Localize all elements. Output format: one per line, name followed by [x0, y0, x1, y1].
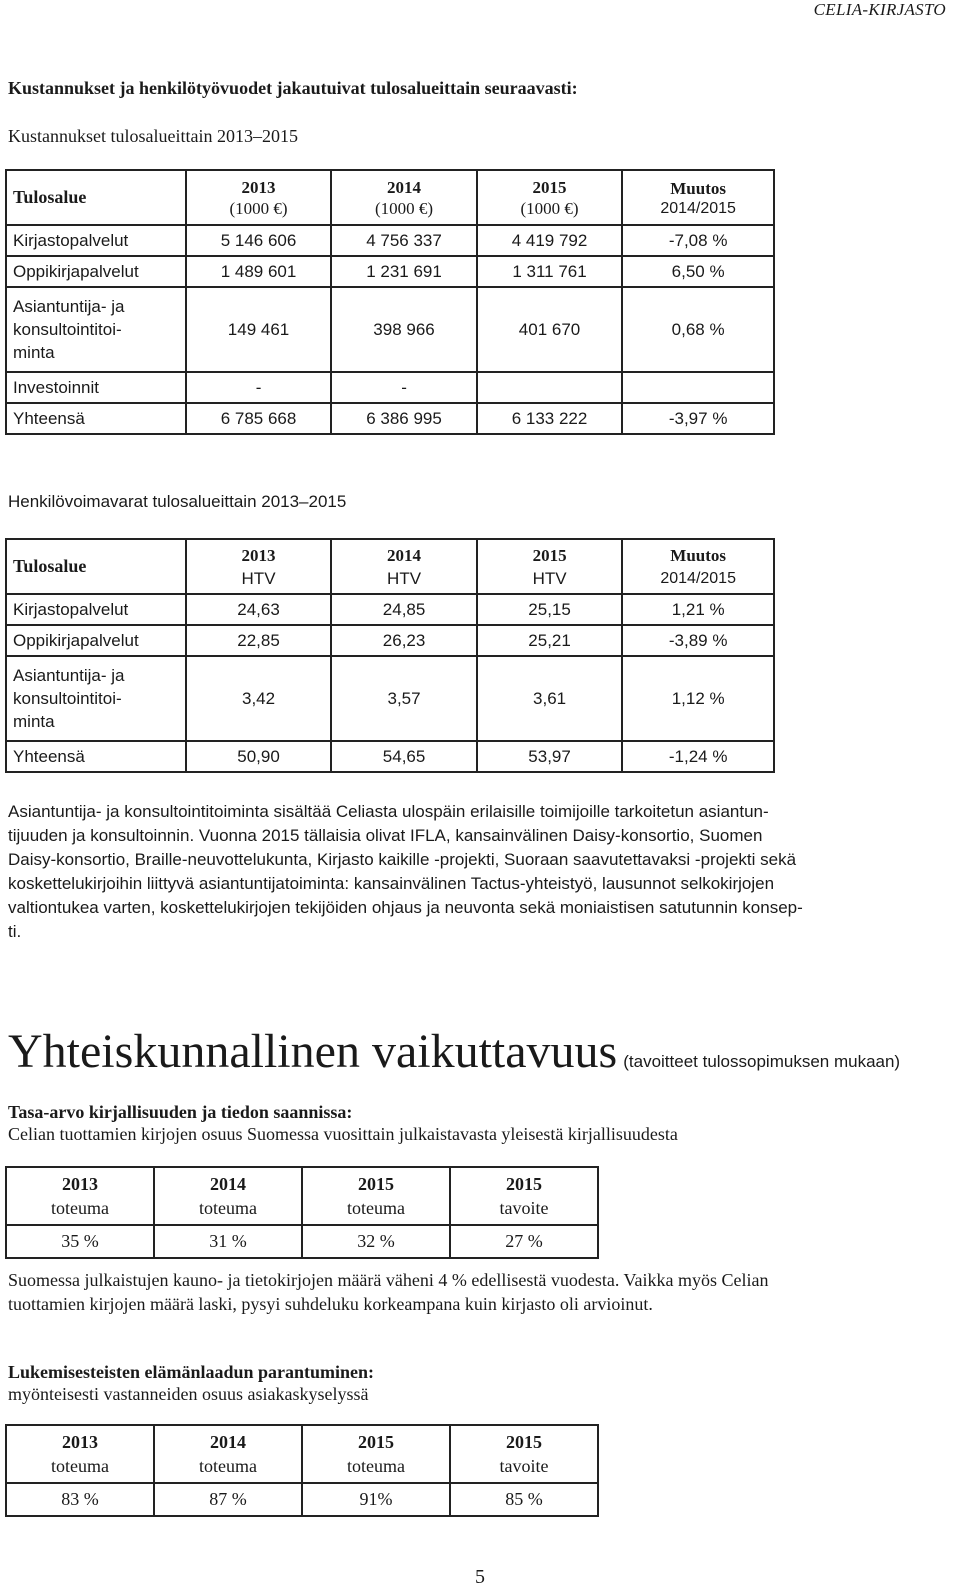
column-header: 2015 tavoite	[450, 1425, 598, 1483]
costs-table	[5, 169, 775, 435]
column-header-change: Muutos 2014/2015	[622, 539, 774, 594]
column-header-area: Tulosalue	[6, 539, 186, 594]
cell-2015	[477, 372, 623, 403]
cell-value: 35 %	[6, 1225, 154, 1258]
cell-area: Oppikirjapalvelut	[6, 625, 186, 656]
cell-area: Oppikirjapalvelut	[6, 256, 186, 287]
cell-2013: 22,85	[186, 625, 332, 656]
column-header: 2013 toteuma	[6, 1167, 154, 1225]
equality-table	[5, 1166, 599, 1259]
cell-change: -3,89 %	[622, 625, 774, 656]
table-row	[6, 1483, 598, 1516]
cell-2015: 3,61	[477, 656, 623, 741]
cell-2014: 3,57	[331, 656, 477, 741]
cell-area: Yhteensä	[6, 403, 186, 434]
cell-2015: 401 670	[477, 287, 623, 372]
equality-heading: Tasa-arvo kirjallisuuden ja tiedon saannissa:	[8, 1102, 353, 1122]
cell-change: 1,21 %	[622, 594, 774, 625]
cell-value: 85 %	[450, 1483, 598, 1516]
cell-2013: 3,42	[186, 656, 332, 741]
column-header: 2015 tavoite	[450, 1167, 598, 1225]
cell-area: Investoinnit	[6, 372, 186, 403]
cell-2013: 5 146 606	[186, 225, 332, 256]
cell-2013: -	[186, 372, 332, 403]
impact-note: (tavoitteet tulossopimuksen mukaan)	[623, 1052, 901, 1071]
cell-area: Kirjastopalvelut	[6, 594, 186, 625]
cell-value: 91%	[302, 1483, 450, 1516]
column-header-2013: 2013 HTV	[186, 539, 332, 594]
cell-value: 31 %	[154, 1225, 302, 1258]
reading-table	[5, 1424, 599, 1517]
cell-2015: 25,21	[477, 625, 623, 656]
cell-2014: 1 231 691	[331, 256, 477, 287]
running-head: CELIA-KIRJASTO	[813, 0, 946, 19]
table-row	[6, 403, 774, 434]
table-header-row	[6, 170, 774, 225]
cell-2015: 4 419 792	[477, 225, 623, 256]
cell-change: 1,12 %	[622, 656, 774, 741]
column-header-2013: 2013 (1000 €)	[186, 170, 332, 225]
table-header-row	[6, 539, 774, 594]
cell-2015: 6 133 222	[477, 403, 623, 434]
table-row	[6, 594, 774, 625]
page-number: 5	[475, 1566, 485, 1588]
cell-2013: 24,63	[186, 594, 332, 625]
cell-2014: 398 966	[331, 287, 477, 372]
table-row	[6, 287, 774, 372]
column-header-2015: 2015 (1000 €)	[477, 170, 623, 225]
reading-subheading: myönteisesti vastanneiden osuus asiakaskyselyssä	[8, 1384, 369, 1404]
column-header-2015: 2015 HTV	[477, 539, 623, 594]
cell-2015: 1 311 761	[477, 256, 623, 287]
cell-2013: 6 785 668	[186, 403, 332, 434]
costs-table-title: Kustannukset tulosalueittain 2013–2015	[8, 126, 298, 146]
cell-area: Yhteensä	[6, 741, 186, 772]
equality-note: Suomessa julkaistujen kauno- ja tietokirjojen määrä väheni 4 % edellisestä vuodesta. Vaikka myös Celian tuottamien kirjojen määrä laski, pysyi suhdeluku korkeampana kuin kirjasto oli arvioinut.	[8, 1270, 769, 1314]
equality-subheading: Celian tuottamien kirjojen osuus Suomessa vuosittain julkaistavasta yleisestä kirjallisuudesta	[8, 1124, 678, 1144]
cell-area: Asiantuntija- ja konsultointitoi- minta	[6, 656, 186, 741]
staff-table-title: Henkilövoimavarat tulosalueittain 2013–2015	[8, 492, 347, 511]
column-header-change: Muutos 2014/2015	[622, 170, 774, 225]
cell-2013: 1 489 601	[186, 256, 332, 287]
table-row	[6, 225, 774, 256]
column-header: 2014 toteuma	[154, 1425, 302, 1483]
staff-table	[5, 538, 775, 773]
expert-paragraph: Asiantuntija- ja konsultointitoiminta sisältää Celiasta ulospäin erilaisille toimijoille tarkoitetun asiantun- tijuuden ja konsultoinnin. Vuonna 2015 tällaisia olivat IFLA, kansainvälinen Daisy-konsortio, Suomen Daisy-konsortio, Braille-neuvottelukunta, Kirjasto kaikille -projekti, Suoraan saavutettavaksi -projekti sekä koskettelukirjoihin liittyvä asiantuntijatoiminta: kansainvälinen Tactus-yhteistyö, lausunnot selkokirjojen valtiontukea varten, koskettelukirjojen tekijöiden ohjaus ja neuvonta sekä moniaistisen satutunnin konsep- ti.	[8, 802, 803, 941]
cell-change: -3,97 %	[622, 403, 774, 434]
table-row	[6, 256, 774, 287]
cell-2014: 24,85	[331, 594, 477, 625]
table-row	[6, 656, 774, 741]
section-title: Kustannukset ja henkilötyövuodet jakautuivat tulosalueittain seuraavasti:	[8, 78, 578, 98]
cell-value: 27 %	[450, 1225, 598, 1258]
column-header: 2014 toteuma	[154, 1167, 302, 1225]
cell-change: -1,24 %	[622, 741, 774, 772]
reading-heading: Lukemisesteisten elämänlaadun parantuminen:	[8, 1362, 375, 1382]
cell-change: -7,08 %	[622, 225, 774, 256]
table-row	[6, 741, 774, 772]
cell-2013: 50,90	[186, 741, 332, 772]
cell-area: Asiantuntija- ja konsultointitoi- minta	[6, 287, 186, 372]
cell-2014: 26,23	[331, 625, 477, 656]
cell-2014: 6 386 995	[331, 403, 477, 434]
column-header-2014: 2014 HTV	[331, 539, 477, 594]
cell-2015: 25,15	[477, 594, 623, 625]
cell-change: 0,68 %	[622, 287, 774, 372]
table-row	[6, 625, 774, 656]
column-header: 2015 toteuma	[302, 1167, 450, 1225]
table-header-row	[6, 1167, 598, 1225]
table-row	[6, 1225, 598, 1258]
cell-2014: -	[331, 372, 477, 403]
cell-value: 32 %	[302, 1225, 450, 1258]
cell-2013: 149 461	[186, 287, 332, 372]
column-header-2014: 2014 (1000 €)	[331, 170, 477, 225]
cell-2014: 54,65	[331, 741, 477, 772]
cell-2015: 53,97	[477, 741, 623, 772]
cell-2014: 4 756 337	[331, 225, 477, 256]
cell-change: 6,50 %	[622, 256, 774, 287]
cell-value: 87 %	[154, 1483, 302, 1516]
cell-value: 83 %	[6, 1483, 154, 1516]
cell-change	[622, 372, 774, 403]
column-header: 2015 toteuma	[302, 1425, 450, 1483]
table-row	[6, 372, 774, 403]
column-header: 2013 toteuma	[6, 1425, 154, 1483]
table-header-row	[6, 1425, 598, 1483]
cell-area: Kirjastopalvelut	[6, 225, 186, 256]
impact-title: Yhteiskunnallinen vaikuttavuus (tavoitteet tulossopimuksen mukaan)	[8, 1025, 901, 1078]
column-header-area: Tulosalue	[6, 170, 186, 225]
